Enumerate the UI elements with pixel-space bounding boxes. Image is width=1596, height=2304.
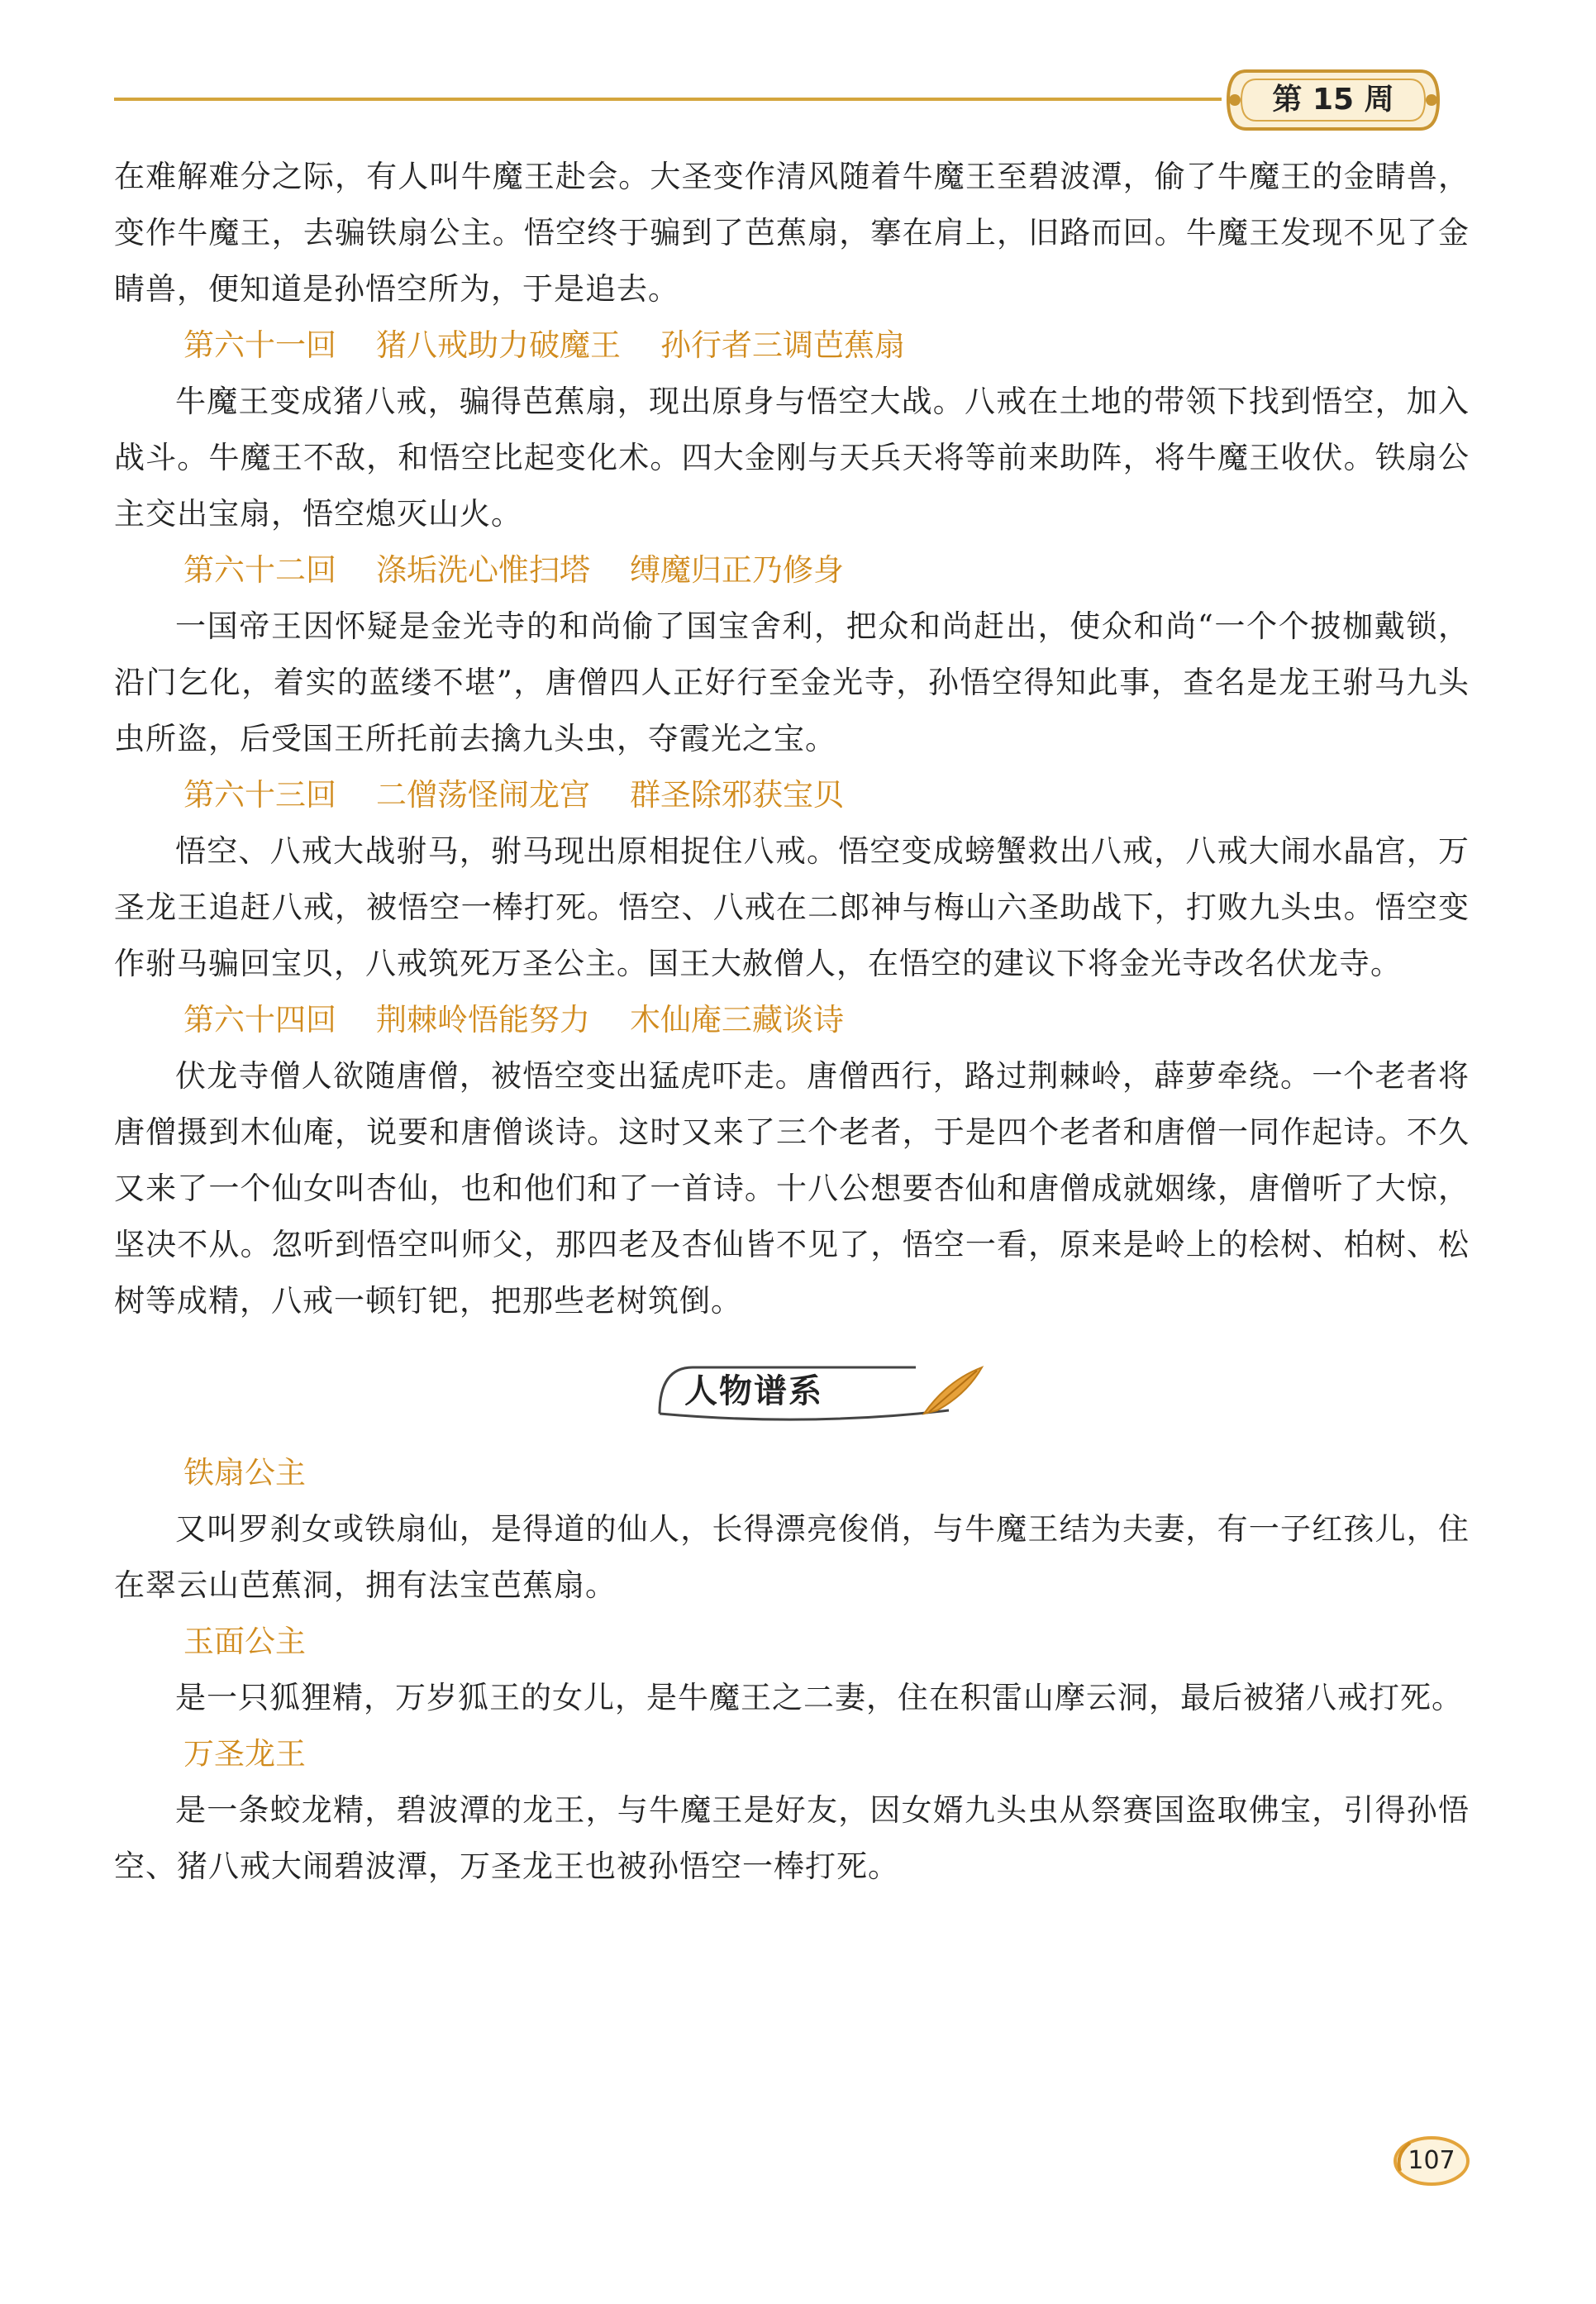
chapter-summary: 悟空、八戒大战驸马，驸马现出原相捉住八戒。悟空变成螃蟹救出八戒，八戒大闹水晶宫，万圣龙王追赶八戒，被悟空一棒打死。悟空、八戒在二郎神与梅山六圣助战下，打败九头虫。悟空变作驸马骗回宝贝，八戒筑死万圣公主。国王大赦僧人，在悟空的建议下将金光寺改名伏龙寺。 <box>114 833 1470 981</box>
page-number-badge <box>1392 2135 1471 2187</box>
character-description: 是一条蛟龙精，碧波潭的龙王，与牛魔王是好友，因女婿九头虫从祭赛国盗取佛宝，引得孙悟空、猪八戒大闹碧波潭，万圣龙王也被孙悟空一棒打死。 <box>114 1792 1470 1884</box>
chapter-heading <box>114 317 1470 374</box>
chapter-heading <box>114 992 1470 1048</box>
week-label: 第 15 周 <box>1272 83 1394 117</box>
chapter-title-part1: 荆棘岭悟能努力 <box>376 1002 590 1038</box>
chapter-heading <box>114 767 1470 823</box>
chapter-title-part1: 涤垢洗心惟扫塔 <box>376 552 590 588</box>
chapter-number: 第六十三回 <box>183 777 336 813</box>
chapter-summary: 一国帝王因怀疑是金光寺的和尚偷了国宝舍利，把众和尚赶出，使众和尚“一个个披枷戴锁，沿门乞化，着实的蓝缕不堪”，唐僧四人正好行至金光寺，孙悟空得知此事，查名是龙王驸马九头虫所盗，后受国王所托前去擒九头虫，夺霞光之宝。 <box>114 608 1470 756</box>
character-name: 玉面公主 <box>183 1624 306 1659</box>
page-number: 107 <box>1408 2146 1455 2175</box>
chapter-title-part1: 二僧荡怪闹龙宫 <box>376 777 590 813</box>
header-rule <box>114 98 1222 101</box>
character-description: 又叫罗刹女或铁扇仙，是得道的仙人，长得漂亮俊俏，与牛魔王结为夫妻，有一子红孩儿，住在翠云山芭蕉洞，拥有法宝芭蕉扇。 <box>114 1511 1470 1603</box>
week-badge <box>1222 64 1445 136</box>
character-name: 万圣龙王 <box>183 1736 306 1772</box>
character-description: 是一只狐狸精，万岁狐王的女儿，是牛魔王之二妻，住在积雷山摩云洞，最后被猪八戒打死。 <box>175 1680 1463 1715</box>
intro-paragraph: 在难解难分之际，有人叫牛魔王赴会。大圣变作清风随着牛魔王至碧波潭，偷了牛魔王的金睛兽，变作牛魔王，去骗铁扇公主。悟空终于骗到了芭蕉扇，搴在肩上，旧路而回。牛魔王发现不见了金睛兽，便知道是孙悟空所为，于是追去。 <box>114 159 1470 307</box>
chapter-summary: 牛魔王变成猪八戒，骗得芭蕉扇，现出原身与悟空大战。八戒在土地的带领下找到悟空，加入战斗。牛魔王不敌，和悟空比起变化术。四大金刚与天兵天将等前来助阵，将牛魔王收伏。铁扇公主交出宝扇，悟空熄灭山火。 <box>114 384 1470 532</box>
chapter-title-part2: 木仙庵三藏谈诗 <box>630 1002 844 1038</box>
chapter-number: 第六十二回 <box>183 552 336 588</box>
page-content <box>114 149 1470 1895</box>
chapter-number: 第六十一回 <box>183 327 336 363</box>
section-banner <box>114 1338 1470 1445</box>
chapter-heading <box>114 542 1470 599</box>
quill-feather-icon <box>924 1367 982 1414</box>
character-name: 铁扇公主 <box>183 1455 306 1491</box>
chapter-summary: 伏龙寺僧人欲随唐僧，被悟空变出猛虎吓走。唐僧西行，路过荆棘岭，薜萝牵绕。一个老者将唐僧摄到木仙庵，说要和唐僧谈诗。这时又来了三个老者，于是四个老者和唐僧一同作起诗。不久又来了一个仙女叫杏仙，也和他们和了一首诗。十八公想要杏仙和唐僧成就姻缘，唐僧听了大惊，坚决不从。忽听到悟空叫师父，那四老及杏仙皆不见了，悟空一看，原来是岭上的桧树、柏树、松树等成精，八戒一顿钉钯，把那些老树筑倒。 <box>114 1058 1470 1319</box>
chapter-title-part2: 缚魔归正乃修身 <box>630 552 844 588</box>
section-title: 人物谱系 <box>684 1372 823 1410</box>
chapter-title-part2: 群圣除邪获宝贝 <box>630 777 844 813</box>
chapter-number: 第六十四回 <box>183 1002 336 1038</box>
chapter-title-part1: 猪八戒助力破魔王 <box>376 327 621 363</box>
chapter-title-part2: 孙行者三调芭蕉扇 <box>660 327 905 363</box>
